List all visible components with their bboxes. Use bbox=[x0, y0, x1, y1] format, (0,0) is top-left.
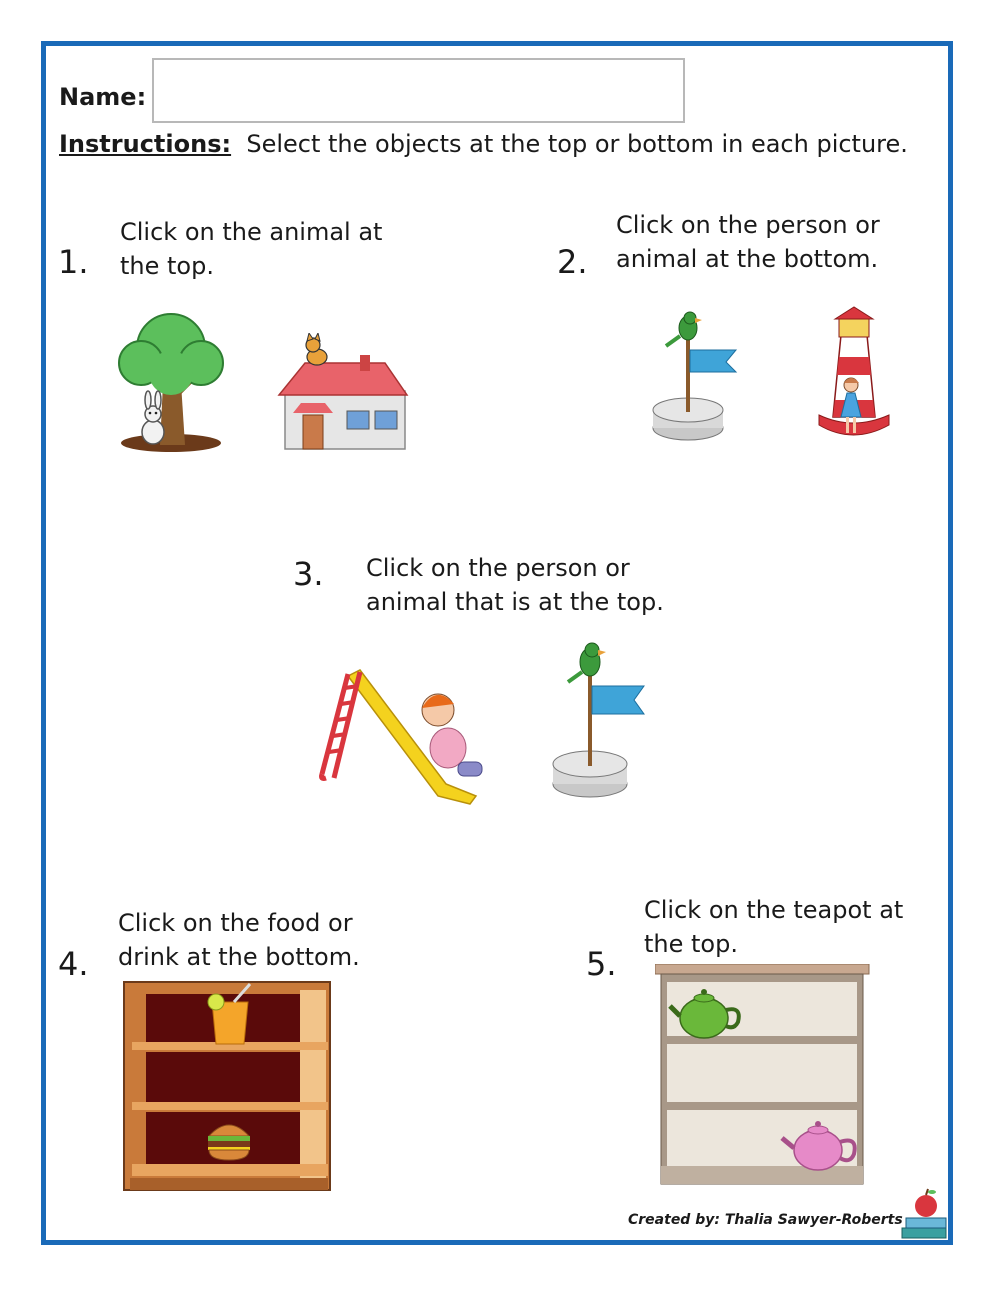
question-5-text: Click on the teapot at the top. bbox=[644, 896, 904, 958]
instructions bbox=[59, 130, 908, 158]
question-1-text: Click on the animal at the top. bbox=[120, 218, 383, 280]
question-3-number: 3. bbox=[293, 555, 324, 593]
apple-books-icon bbox=[900, 1188, 950, 1242]
question-5-number: 5. bbox=[586, 945, 617, 983]
name-label: Name: bbox=[59, 83, 147, 111]
name-input[interactable] bbox=[152, 58, 685, 123]
green-teapot-option[interactable] bbox=[668, 986, 744, 1040]
question-2-number: 2. bbox=[557, 243, 588, 281]
burger-option[interactable] bbox=[205, 1116, 253, 1162]
question-4-number: 4. bbox=[58, 945, 89, 983]
instructions-label: Instructions: bbox=[59, 130, 232, 158]
question-2-text: Click on the person or animal at the bottom. bbox=[616, 211, 880, 273]
cat-icon bbox=[306, 333, 327, 365]
flag-with-parrot-option-2[interactable] bbox=[550, 640, 648, 802]
juice-option[interactable] bbox=[204, 982, 256, 1048]
house-with-cat-option[interactable] bbox=[275, 333, 410, 453]
parrot-icon bbox=[666, 312, 702, 346]
tree-with-rabbit-option[interactable] bbox=[115, 308, 227, 454]
slide-with-child-option[interactable] bbox=[318, 668, 488, 810]
question-4-text: Click on the food or drink at the bottom. bbox=[118, 909, 360, 971]
question-1-number: 1. bbox=[58, 243, 89, 281]
parrot-icon-2 bbox=[568, 643, 606, 682]
creator-credit: Created by: Thalia Sawyer-Roberts bbox=[628, 1212, 903, 1228]
lighthouse-with-girl-option[interactable] bbox=[815, 305, 893, 445]
instructions-text: Select the objects at the top or bottom in each picture. bbox=[246, 130, 908, 158]
pink-teapot-option[interactable] bbox=[780, 1116, 860, 1172]
question-3-text: Click on the person or animal that is at the top. bbox=[366, 554, 664, 616]
flag-with-parrot-option[interactable] bbox=[650, 310, 742, 446]
rabbit-icon bbox=[142, 391, 164, 444]
